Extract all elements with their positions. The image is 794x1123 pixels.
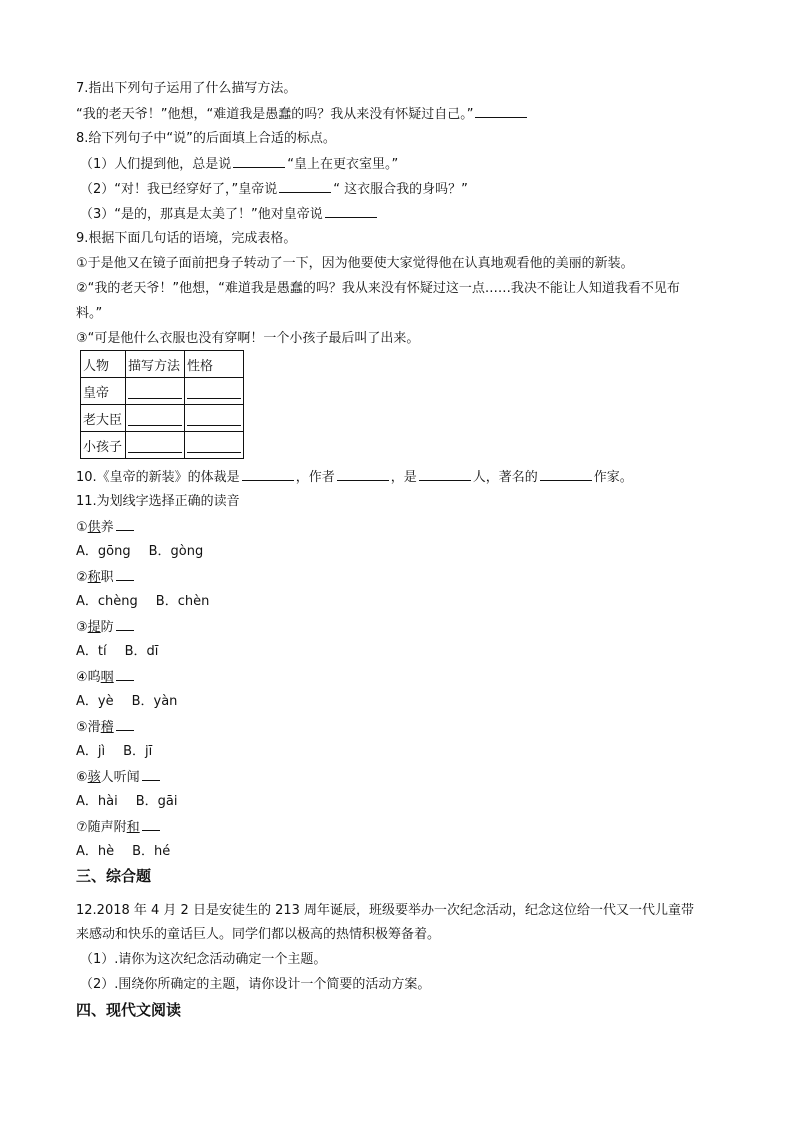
q11-options-2 [76, 593, 726, 611]
answer-blank[interactable] [116, 718, 134, 731]
q9-title: 9.根据下面几句话的语境，完成表格。 [76, 231, 297, 246]
q8-item-3 [80, 205, 730, 224]
answer-blank[interactable] [116, 568, 134, 581]
q11-item-7 [76, 818, 726, 837]
q11-options-4 [76, 693, 726, 711]
option-b[interactable]: B．jī [123, 744, 153, 759]
q10-text: 作家。 [593, 470, 633, 485]
answer-blank[interactable] [337, 468, 389, 481]
q11-options-1 [76, 543, 726, 561]
q11-title: 11.为划线字选择正确的读音 [76, 494, 240, 509]
q11-options-7 [76, 843, 726, 861]
table-header: 性格 [185, 351, 244, 378]
q12-sub-1: （1）.请你为这次纪念活动确定一个主题。 [80, 952, 327, 967]
q11-item-1 [76, 518, 726, 537]
answer-blank[interactable] [142, 818, 160, 831]
q12-line-2: 来感动和快乐的童话巨人。同学们都以极高的热情积极筹备着。 [76, 927, 441, 942]
answer-blank[interactable] [233, 155, 285, 168]
q7-sentence [76, 105, 726, 124]
q11-options-6 [76, 793, 726, 811]
answer-blank[interactable] [279, 180, 331, 193]
answer-cell[interactable] [185, 378, 244, 405]
option-b[interactable]: B．gòng [148, 544, 204, 559]
section-heading: 三、综合题 [76, 867, 152, 885]
answer-cell[interactable] [126, 432, 185, 459]
option-a[interactable]: A．chèng [76, 594, 138, 609]
option-a[interactable]: A．gōng [76, 544, 131, 559]
option-b[interactable]: B．chèn [155, 594, 210, 609]
word-prefix: 滑 [87, 720, 101, 735]
underlined-char: 骇 [87, 770, 101, 785]
answer-blank[interactable] [540, 468, 592, 481]
option-b[interactable]: B．dī [124, 644, 159, 659]
answer-blank[interactable] [325, 205, 377, 218]
q12-sub-2: （2）.围绕你所确定的主题，请你设计一个简要的活动方案。 [80, 977, 431, 992]
q8-title: 8.给下列句子中“说”的后面填上合适的标点。 [76, 131, 336, 146]
word-rest: 人听闻 [100, 770, 140, 785]
underlined-char: 咽 [100, 670, 114, 685]
answer-cell[interactable] [126, 405, 185, 432]
underlined-char: 提 [87, 620, 101, 635]
q10-text: ，作者 [295, 470, 335, 485]
q7-title: 7.指出下列句子运用了什么描写方法。 [76, 81, 297, 96]
option-a[interactable]: A．hài [76, 794, 118, 809]
table-row [81, 432, 244, 459]
answer-blank[interactable] [475, 105, 527, 118]
item-number: ① [76, 520, 88, 535]
item-number: ⑤ [76, 720, 88, 735]
option-a[interactable]: A．tí [76, 644, 107, 659]
q10-text: 人，著名的 [472, 470, 538, 485]
table-row-label: 小孩子 [81, 432, 126, 459]
table-header: 人物 [81, 351, 126, 378]
q10-text: 10.《皇帝的新装》的体裁是 [76, 470, 240, 485]
word-rest: 职 [100, 570, 114, 585]
table-row [81, 378, 244, 405]
q11-item-3 [76, 618, 726, 637]
answer-blank[interactable] [419, 468, 471, 481]
q11-item-5 [76, 718, 726, 737]
item-number: ⑥ [76, 770, 88, 785]
underlined-char: 稽 [100, 720, 114, 735]
answer-cell[interactable] [126, 378, 185, 405]
table-row-label: 老大臣 [81, 405, 126, 432]
table-header-row [81, 351, 244, 378]
q11-item-2 [76, 568, 726, 587]
answer-blank[interactable] [142, 768, 160, 781]
underlined-char: 和 [126, 820, 140, 835]
q8-item-2-before: （2）“对！我已经穿好了，”皇帝说 [80, 182, 278, 197]
option-b[interactable]: B．yàn [131, 694, 178, 709]
q10-text: ，是 [390, 470, 417, 485]
option-a[interactable]: A．jì [76, 744, 106, 759]
q8-item-2 [80, 180, 730, 199]
q10 [76, 468, 726, 487]
q9-sentence-3: ③“可是他什么衣服也没有穿啊！一个小孩子最后叫了出来。 [76, 331, 420, 346]
answer-blank[interactable] [116, 668, 134, 681]
option-a[interactable]: A．hè [76, 844, 115, 859]
answer-cell[interactable] [185, 432, 244, 459]
word-prefix: 随声附 [87, 820, 127, 835]
item-number: ③ [76, 620, 88, 635]
q8-item-2-after: “ 这衣服合我的身吗？” [333, 182, 468, 197]
option-b[interactable]: B．hé [132, 844, 171, 859]
underlined-char: 供 [87, 520, 101, 535]
q9-sentence-1: ①于是他又在镜子面前把身子转动了一下，因为他要使大家觉得他在认真地观看他的美丽的新装。 [76, 256, 634, 271]
q11-options-3 [76, 643, 726, 661]
q8-item-1-after: “皇上在更衣室里。” [287, 157, 399, 172]
word-rest: 防 [100, 620, 114, 635]
underlined-char: 称 [87, 570, 101, 585]
q8-item-3-before: （3）“是的，那真是太美了！”他对皇帝说 [80, 207, 323, 222]
q11-item-4 [76, 668, 726, 687]
q9-table [80, 350, 244, 459]
option-b[interactable]: B．gāi [135, 794, 178, 809]
table-row-label: 皇帝 [81, 378, 126, 405]
item-number: ⑦ [76, 820, 88, 835]
q8-item-1-before: （1）人们提到他，总是说 [80, 157, 232, 172]
table-header: 描写方法 [126, 351, 185, 378]
item-number: ② [76, 570, 88, 585]
answer-cell[interactable] [185, 405, 244, 432]
word-rest: 养 [100, 520, 114, 535]
answer-blank[interactable] [242, 468, 294, 481]
item-number: ④ [76, 670, 88, 685]
q9-sentence-2-cont: 料。” [76, 306, 103, 321]
q12-line-1: 12.2018 年 4 月 2 日是安徒生的 213 周年诞辰，班级要举办一次纪念活动，纪念这位给一代又一代儿童带 [76, 903, 695, 918]
answer-blank[interactable] [116, 618, 134, 631]
q7-sentence-text: “我的老天爷！”他想，“难道我是愚蠢的吗？我从来没有怀疑过自己。” [76, 107, 474, 122]
q8-item-1 [80, 155, 730, 174]
option-a[interactable]: A．yè [76, 694, 114, 709]
word-prefix: 呜 [87, 670, 101, 685]
answer-blank[interactable] [116, 518, 134, 531]
q9-sentence-2: ②“我的老天爷！”他想，“难道我是愚蠢的吗？我从来没有怀疑过这一点……我决不能让人知道我看不见布 [76, 281, 680, 296]
q11-options-5 [76, 743, 726, 761]
table-row [81, 405, 244, 432]
section-heading: 四、现代文阅读 [76, 1001, 182, 1019]
q11-item-6 [76, 768, 726, 787]
